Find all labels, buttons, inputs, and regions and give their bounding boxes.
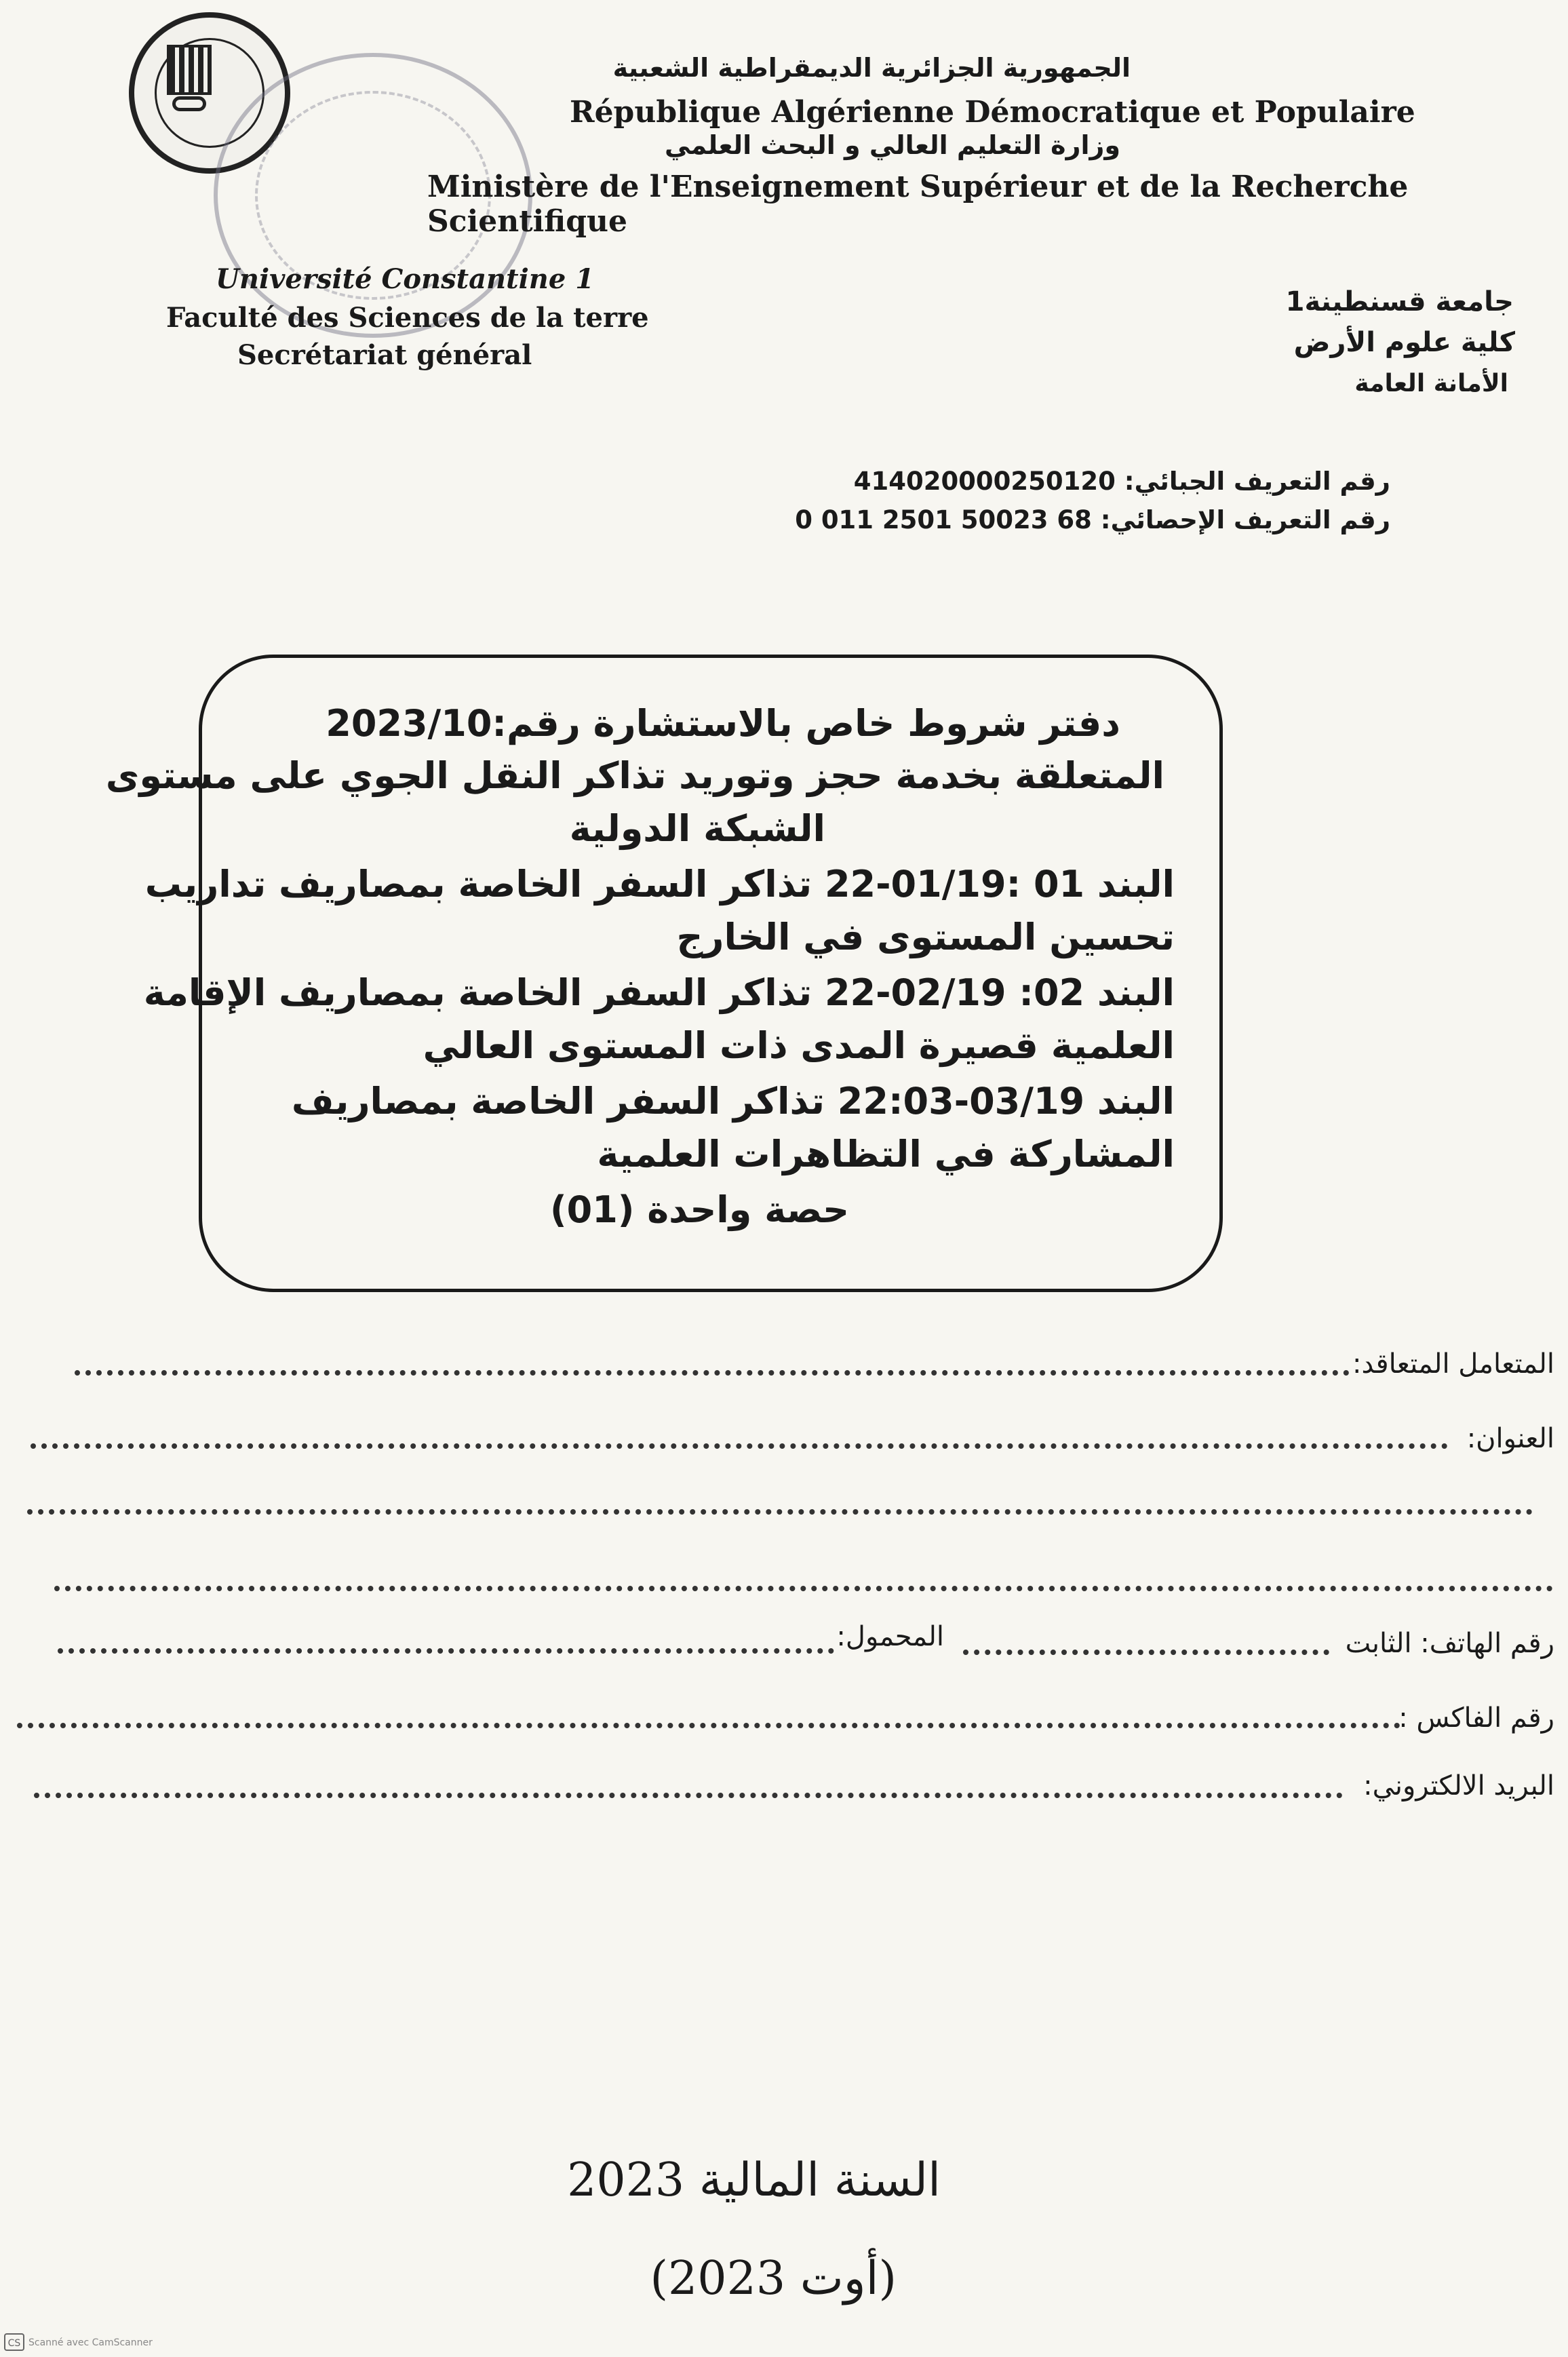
fiscal-year: السنة المالية 2023 xyxy=(567,2154,941,2207)
faculty-fr: Faculté des Sciences de la terre xyxy=(166,302,649,334)
month-year: (أوت 2023) xyxy=(650,2252,897,2305)
title-line-8: البند 03/19-22:03 تذاكر السفر الخاصة بمصاريف xyxy=(291,1080,1175,1123)
ministry-ar: وزارة التعليم العالي و البحث العلمي xyxy=(665,130,1120,160)
mobile-field[interactable] xyxy=(58,1648,834,1654)
contractor-field[interactable] xyxy=(75,1370,1350,1376)
logo-book-icon xyxy=(167,45,212,95)
mobile-label: المحمول: xyxy=(836,1621,944,1652)
address-field-1[interactable] xyxy=(31,1443,1448,1449)
title-line-4: البند 01 :01/19-22 تذاكر السفر الخاصة بمصاريف تداريب xyxy=(144,863,1175,905)
phone-fixed-label: رقم الهاتف: الثابت xyxy=(1345,1628,1554,1659)
stat-id xyxy=(795,505,1390,534)
email-label: البريد الالكتروني: xyxy=(1363,1770,1554,1801)
title-line-3: الشبكة الدولية xyxy=(569,807,825,850)
republic-ar: الجمهورية الجزائرية الديمقراطية الشعبية xyxy=(612,53,1131,83)
secretariat-ar: الأمانة العامة xyxy=(1354,370,1508,397)
university-ar: جامعة قسنطينة1 xyxy=(1285,286,1514,317)
fax-label: رقم الفاكس : xyxy=(1398,1702,1554,1734)
tax-id xyxy=(854,467,1390,496)
address-field-3[interactable] xyxy=(54,1586,1553,1591)
title-line-5: تحسين المستوى في الخارج xyxy=(676,916,1175,958)
stat-id-label: رقم التعريف الإحصائي: xyxy=(1100,505,1390,534)
tax-id-label: رقم التعريف الجبائي: xyxy=(1124,467,1390,496)
faculty-ar: كلية علوم الأرض xyxy=(1293,327,1515,358)
title-line-10: حصة واحدة (01) xyxy=(549,1188,849,1231)
scanner-watermark: Scanné avec CamScanner xyxy=(28,2337,153,2348)
contractor-label: المتعامل المتعاقد: xyxy=(1352,1348,1554,1380)
ministry-fr: Ministère de l'Enseignement Supérieur et de la Recherche Scientifique xyxy=(427,170,1409,239)
address-field-2[interactable] xyxy=(27,1509,1533,1515)
camscanner-icon: CS xyxy=(4,2333,24,2351)
title-line-6: البند 02: 02/19-22 تذاكر السفر الخاصة بمصاريف الإقامة xyxy=(143,971,1175,1014)
secretariat-fr: Secrétariat général xyxy=(237,339,532,371)
email-field[interactable] xyxy=(34,1793,1343,1798)
title-line-2: المتعلقة بخدمة حجز وتوريد تذاكر النقل الجوي على مستوى xyxy=(105,754,1164,797)
republic-fr: République Algérienne Démocratique et Populaire xyxy=(570,95,1415,130)
title-line-7: العلمية قصيرة المدى ذات المستوى العالي xyxy=(423,1024,1175,1067)
title-line-1: دفتر شروط خاص بالاستشارة رقم:2023/10 xyxy=(326,702,1120,745)
tax-id-value: 414020000250120 xyxy=(853,467,1116,496)
fax-field[interactable] xyxy=(17,1723,1400,1728)
stat-id-value: 0 011 2501 50023 68 xyxy=(795,505,1092,534)
address-label: العنوان: xyxy=(1466,1423,1554,1454)
logo-key-icon xyxy=(172,96,206,111)
title-line-9: المشاركة في التظاهرات العلمية xyxy=(597,1133,1175,1175)
university-fr: Université Constantine 1 xyxy=(216,263,595,295)
phone-fixed-field[interactable] xyxy=(963,1650,1329,1655)
